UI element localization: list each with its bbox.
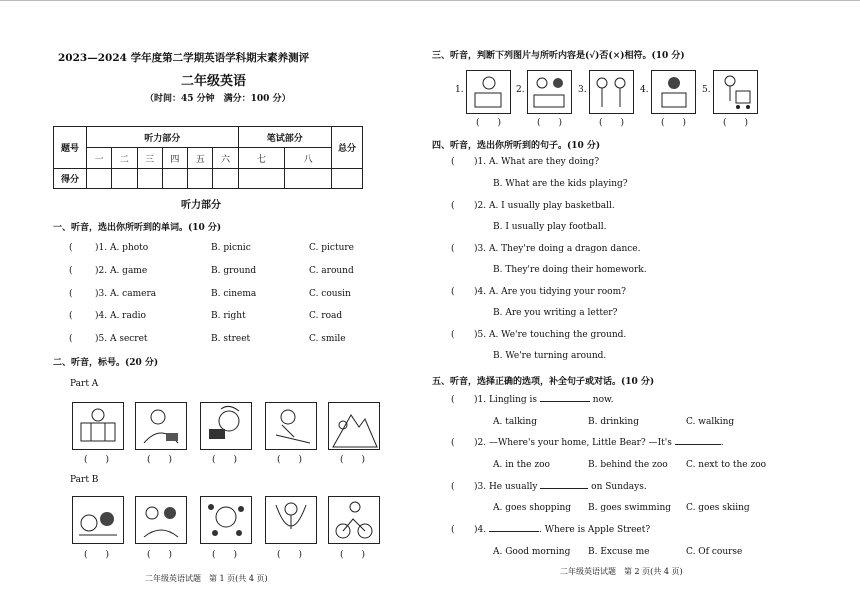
tihao-cell: 题号 [54, 127, 87, 169]
partb-answer-3[interactable]: ( ) [212, 550, 238, 560]
col-3: 三 [137, 148, 162, 169]
score-cell[interactable] [285, 169, 332, 189]
q4-paren[interactable]: ( [451, 244, 455, 254]
q3-num-1: 1. [455, 85, 464, 95]
partb-picture-3 [200, 496, 252, 544]
q5-question-text: )1. Lingling is [474, 395, 538, 405]
q3-num-2: 2. [516, 85, 525, 95]
defen-cell: 得分 [54, 169, 87, 189]
q1-option-c: C. around [309, 266, 354, 276]
parta-picture-4 [265, 402, 317, 450]
col-8: 八 [285, 148, 332, 169]
parta-picture-2 [135, 402, 187, 450]
q1-paren[interactable]: ( [69, 243, 73, 253]
q4-option-a: )2. A. I usually play basketball. [474, 201, 615, 211]
q1-option-a: )4. A. radio [95, 311, 146, 321]
parta-answer-5[interactable]: ( ) [340, 455, 366, 465]
q3-num-4: 4. [640, 85, 649, 95]
listening-header: 听力部分 [87, 127, 239, 148]
q5-option-a: A. Good morning [493, 547, 571, 557]
score-cell[interactable] [188, 169, 213, 189]
q1-option-b: B. cinema [211, 289, 257, 299]
q1-option-b: B. ground [211, 266, 257, 276]
q4-option-a: )4. A. Are you tidying your room? [474, 287, 626, 297]
partb-picture-2 [135, 496, 187, 544]
q1-option-a: )1. A. photo [95, 243, 149, 253]
q3-num-5: 5. [702, 85, 711, 95]
q3-answer-2[interactable]: ( ) [537, 118, 563, 128]
footer-left: 二年级英语试题 第 1 页(共 4 页) [145, 574, 268, 583]
col-7: 七 [238, 148, 285, 169]
score-cell[interactable] [332, 169, 363, 189]
col-6: 六 [213, 148, 238, 169]
partb-picture-4 [265, 496, 317, 544]
score-cell[interactable] [162, 169, 187, 189]
q1-paren[interactable]: ( [69, 266, 73, 276]
q5-question [474, 525, 650, 535]
q5-question-text: )4. [474, 525, 487, 535]
q4-option-b: B. Are you writing a letter? [493, 308, 618, 318]
q4-option-b: B. They're doing their homework. [493, 265, 647, 275]
parta-picture-5 [328, 402, 380, 450]
q3-answer-4[interactable]: ( ) [661, 118, 687, 128]
q5-question-end: on Sundays. [591, 482, 647, 492]
exam-subtitle: （时间：45 分钟 满分：100 分） [145, 94, 291, 104]
q1-option-b: B. street [211, 334, 251, 344]
q1-option-c: C. road [309, 311, 343, 321]
exam-header: 2023—2024 学年度第二学期英语学科期末素养测评 [58, 52, 310, 64]
score-cell[interactable] [87, 169, 112, 189]
q1-option-a: )3. A. camera [95, 289, 157, 299]
q3-answer-5[interactable]: ( ) [723, 118, 749, 128]
q1-paren[interactable]: ( [69, 334, 73, 344]
q4-option-a: )1. A. What are they doing? [474, 157, 600, 167]
q5-option-b: B. behind the zoo [588, 460, 668, 470]
parta-answer-3[interactable]: ( ) [212, 455, 238, 465]
q5-question-end: now. [592, 395, 614, 405]
q5-paren[interactable]: ( [451, 525, 455, 535]
section-title: 听力部分 [181, 200, 221, 211]
q5-option-b: B. goes swimming [588, 503, 672, 513]
partb-picture-1 [72, 496, 124, 544]
q3-picture-2 [527, 70, 572, 114]
q5-option-a: A. in the zoo [493, 460, 550, 470]
q3-picture-3 [589, 70, 634, 114]
q4-option-b: B. What are the kids playing? [493, 179, 628, 189]
col-1: 一 [87, 148, 112, 169]
q1-paren[interactable]: ( [69, 289, 73, 299]
q5-option-a: A. goes shopping [493, 503, 571, 513]
partb-answer-1[interactable]: ( ) [84, 550, 110, 560]
partb-answer-2[interactable]: ( ) [147, 550, 173, 560]
score-cell[interactable] [213, 169, 238, 189]
q3-picture-4 [651, 70, 696, 114]
q5-question-end: . [720, 438, 724, 448]
part-b-label: Part B [70, 475, 99, 485]
q4-paren[interactable]: ( [451, 157, 455, 167]
q5-blank[interactable] [675, 444, 721, 445]
q1-option-a: )2. A. game [95, 266, 148, 276]
q1-option-c: C. picture [309, 243, 355, 253]
q4-option-b: B. We're turning around. [493, 351, 607, 361]
score-table [53, 126, 363, 189]
q5-option-c: C. Of course [686, 547, 743, 557]
q5-question [474, 482, 647, 492]
q3-num-3: 3. [578, 85, 587, 95]
q4-paren[interactable]: ( [451, 330, 455, 340]
q1-option-c: C. smile [309, 334, 346, 344]
q5-question [474, 438, 724, 448]
parta-answer-1[interactable]: ( ) [84, 455, 110, 465]
top-border [0, 0, 860, 1]
score-cell[interactable] [137, 169, 162, 189]
parta-answer-4[interactable]: ( ) [277, 455, 303, 465]
q5-option-b: B. drinking [588, 417, 639, 427]
q3-picture-5 [713, 70, 758, 114]
written-header: 笔试部分 [238, 127, 331, 148]
footer-right: 二年级英语试题 第 2 页(共 4 页) [560, 567, 683, 576]
q5-option-b: B. Excuse me [588, 547, 650, 557]
exam-title: 二年级英语 [181, 74, 247, 89]
q3-answer-3[interactable]: ( ) [599, 118, 625, 128]
q1-option-b: B. right [211, 311, 246, 321]
q4-option-a: )3. A. They're doing a dragon dance. [474, 244, 641, 254]
q5-option-c: C. next to the zoo [686, 460, 767, 470]
q5-question-text: )2. —Where's your home, Little Bear? —It's [474, 438, 672, 448]
q3-title: 三、听音，判断下列图片与所听内容是(√)否(×)相符。(10 分) [432, 51, 685, 61]
q2-title: 二、听音，标号。(20 分) [53, 358, 159, 368]
parta-answer-2[interactable]: ( ) [147, 455, 173, 465]
q5-question [474, 395, 614, 405]
score-cell[interactable] [112, 169, 137, 189]
parta-picture-3 [200, 402, 252, 450]
q5-blank[interactable] [489, 531, 539, 532]
parta-picture-1 [72, 402, 124, 450]
col-2: 二 [112, 148, 137, 169]
q5-option-a: A. talking [493, 417, 537, 427]
zongfen-cell: 总分 [332, 127, 363, 169]
q1-paren[interactable]: ( [69, 311, 73, 321]
q1-option-a: )5. A secret [95, 334, 148, 344]
q5-option-c: C. walking [686, 417, 735, 427]
q5-option-c: C. goes skiing [686, 503, 750, 513]
q4-option-b: B. I usually play football. [493, 222, 607, 232]
q5-blank[interactable] [540, 488, 588, 489]
q5-blank[interactable] [540, 401, 590, 402]
q5-paren[interactable]: ( [451, 438, 455, 448]
q3-picture-1 [466, 70, 511, 114]
score-cell[interactable] [238, 169, 285, 189]
q4-paren[interactable]: ( [451, 287, 455, 297]
q4-paren[interactable]: ( [451, 201, 455, 211]
q5-question-text: )3. He usually [474, 482, 538, 492]
q4-title: 四、听音，选出你所听到的句子。(10 分) [432, 141, 601, 151]
partb-answer-5[interactable]: ( ) [340, 550, 366, 560]
q5-question-end: . Where is Apple Street? [538, 525, 651, 535]
q3-answer-1[interactable]: ( ) [476, 118, 502, 128]
q4-option-a: )5. A. We're touching the ground. [474, 330, 627, 340]
q5-paren[interactable]: ( [451, 482, 455, 492]
partb-answer-4[interactable]: ( ) [277, 550, 303, 560]
col-5: 五 [188, 148, 213, 169]
part-a-label: Part A [70, 379, 99, 389]
col-4: 四 [162, 148, 187, 169]
q1-option-c: C. cousin [309, 289, 351, 299]
q5-title: 五、听音，选择正确的选项，补全句子或对话。(10 分) [432, 377, 655, 387]
q1-title: 一、听音，选出你所听到的单词。(10 分) [53, 223, 222, 233]
q1-option-b: B. picnic [211, 243, 251, 253]
partb-picture-5 [328, 496, 380, 544]
q5-paren[interactable]: ( [451, 395, 455, 405]
